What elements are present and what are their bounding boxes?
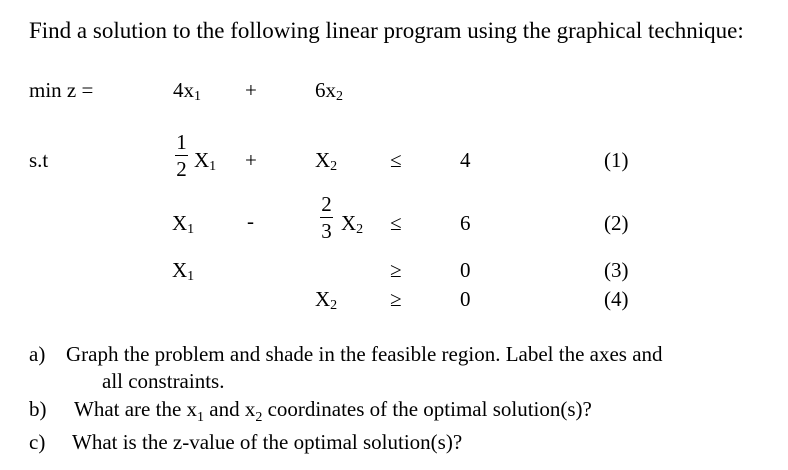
c4-rhs: 0 (460, 287, 471, 311)
c2-var-x2: X2 (341, 211, 364, 237)
c2-rhs: 6 (460, 211, 471, 235)
c1-tag: (1) (604, 148, 629, 172)
subject-to-label: s.t (29, 148, 49, 172)
c4-sign: ≥ (390, 287, 402, 311)
question-a-marker: a) (29, 342, 46, 366)
objective-term-x2: 6x2 (315, 78, 343, 104)
c3-tag: (3) (604, 258, 629, 282)
objective-label: min z = (29, 78, 94, 102)
c2-frac-denominator: 3 (321, 219, 332, 243)
c1-sign: ≤ (390, 148, 402, 172)
objective-plus: + (245, 78, 257, 102)
question-c-marker: c) (29, 430, 46, 454)
c2-tag: (2) (604, 211, 629, 235)
c2-fraction (320, 193, 333, 242)
c4-tag: (4) (604, 287, 629, 311)
c1-rhs: 4 (460, 148, 471, 172)
problem-title: Find a solution to the following linear program using the graphical technique: (29, 18, 744, 43)
c2-minus: - (247, 209, 254, 233)
question-c-text: What is the z-value of the optimal solution(s)? (72, 430, 463, 454)
c1-frac-denominator: 2 (176, 157, 187, 181)
question-a-line1: Graph the problem and shade in the feasible region. Label the axes and (66, 342, 663, 366)
c3-sign: ≥ (390, 258, 402, 282)
question-b-marker: b) (29, 397, 47, 421)
c2-frac-numerator: 2 (321, 192, 332, 216)
objective-term-x1: 4x1 (173, 78, 201, 104)
c3-var-x1: X1 (172, 258, 195, 284)
c4-var-x2: X2 (315, 287, 338, 313)
c2-frac-bar (320, 217, 333, 218)
c2-var-x1: X1 (172, 211, 195, 237)
c1-plus: + (245, 148, 257, 172)
c2-sign: ≤ (390, 211, 402, 235)
c1-frac-bar (175, 155, 188, 156)
c1-fraction (175, 131, 188, 180)
question-b-text: What are the $x_1$ and $x_2$ coordinates of the optimal solution(s)? (74, 397, 592, 425)
c3-rhs: 0 (460, 258, 471, 282)
c1-frac-numerator: 1 (176, 130, 187, 154)
c1-var-x2: X2 (315, 148, 338, 174)
question-a-line2: all constraints. (102, 369, 225, 393)
c1-var-x1: X1 (194, 148, 217, 174)
